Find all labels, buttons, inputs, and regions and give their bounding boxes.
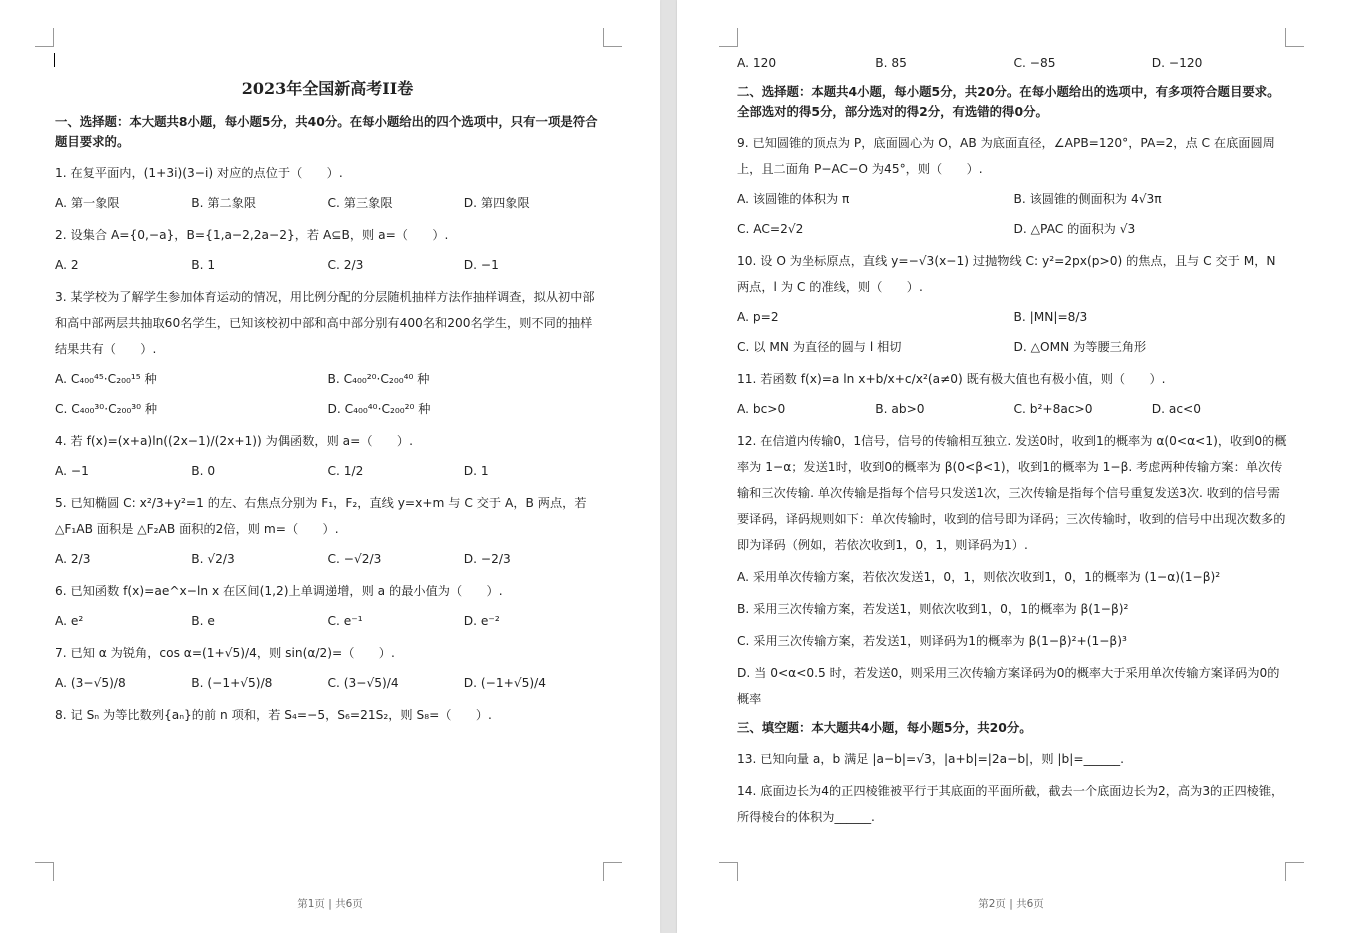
document-page-1 — [0, 0, 660, 933]
question-13: 13. 已知向量 a，b 满足 |a−b|=√3，|a+b|=|2a−b|，则 |b|=______. — [737, 752, 1125, 766]
option-c: C. 2/3 — [327, 257, 364, 272]
option-c: C. C₄₀₀³⁰·C₂₀₀³⁰ 种 — [55, 401, 158, 416]
page-footer — [677, 896, 1345, 911]
page-1-body[interactable] — [55, 52, 600, 734]
question-12-option-a: A. 采用单次传输方案，若依次发送1，0，1，则依次收到1，0，1的概率为 (1−α)(1−β)² — [737, 570, 1221, 584]
exam-title: 2023年全国新高考II卷 — [241, 79, 414, 98]
option-a: A. 2 — [55, 257, 79, 272]
option-b: B. 该圆锥的侧面积为 4√3π — [1013, 192, 1162, 206]
page-footer — [0, 896, 660, 911]
question-6: 6. 已知函数 f(x)=ae^x−ln x 在区间(1,2)上单调递增，则 a 的最小值为（ ）. — [55, 583, 503, 598]
option-b: B. 1 — [191, 257, 216, 272]
option-a: A. (3−√5)/8 — [55, 675, 126, 690]
page-corner-mark — [719, 862, 738, 881]
question-3: 3. 某学校为了解学生参加体育运动的情况，用比例分配的分层随机抽样方法作抽样调查，拟从初中部和高中部两层共抽取60名学生，已知该校初中部和高中部分别有400名和200名学生，则不同的抽样结果共有（ ）. — [55, 289, 595, 356]
option-a: A. 该圆锥的体积为 π — [737, 192, 850, 206]
option-b: B. (−1+√5)/8 — [191, 675, 273, 690]
option-d: D. 1 — [463, 463, 489, 478]
option-d: D. −2/3 — [463, 551, 511, 566]
option-c: C. 以 MN 为直径的圆与 l 相切 — [737, 340, 902, 354]
option-a: A. 120 — [737, 56, 777, 70]
option-a: A. p=2 — [737, 310, 779, 324]
option-c: C. b²+8ac>0 — [1013, 402, 1093, 416]
option-a: A. −1 — [55, 463, 89, 478]
option-d: D. △PAC 的面积为 √3 — [1013, 222, 1136, 236]
option-c: C. −√2/3 — [327, 551, 382, 566]
question-12-option-c: C. 采用三次传输方案，若发送1，则译码为1的概率为 β(1−β)²+(1−β)³ — [737, 634, 1127, 648]
option-c: C. −85 — [1013, 56, 1056, 70]
question-3-options-ab — [55, 368, 600, 390]
question-10-options-ab — [737, 306, 1290, 328]
option-d: D. (−1+√5)/4 — [463, 675, 546, 690]
option-a: A. 2/3 — [55, 551, 91, 566]
option-a: A. C₄₀₀⁴⁵·C₂₀₀¹⁵ 种 — [55, 371, 157, 386]
option-d: D. e⁻² — [463, 613, 500, 628]
page-corner-mark — [1285, 28, 1304, 47]
option-b: B. 第二象限 — [191, 195, 257, 210]
option-b: B. 0 — [191, 463, 216, 478]
option-d: D. ac<0 — [1151, 402, 1202, 416]
question-10-options-cd — [737, 336, 1290, 358]
question-12-option-b: B. 采用三次传输方案，若发送1，则依次收到1，0，1的概率为 β(1−β)² — [737, 602, 1129, 616]
option-d: D. 第四象限 — [463, 195, 530, 210]
option-b: B. ab>0 — [875, 402, 925, 416]
page-number: 第1页 | 共6页 — [297, 898, 363, 910]
page-corner-mark — [1285, 862, 1304, 881]
question-5-options — [55, 548, 600, 570]
question-5: 5. 已知椭圆 C: x²/3+y²=1 的左、右焦点分别为 F₁，F₂，直线 y=x+m 与 C 交于 A，B 两点，若 △F₁AB 面积是 △F₂AB 面积的2倍，则 m=（ ）. — [55, 495, 587, 536]
document-page-2 — [677, 0, 1345, 933]
question-2: 2. 设集合 A={0,−a}，B={1,a−2,2a−2}，若 A⊆B，则 a=（ ）. — [55, 227, 449, 242]
question-9-options-ab — [737, 188, 1290, 210]
option-b: B. 85 — [875, 56, 907, 70]
option-c: C. 1/2 — [327, 463, 364, 478]
question-2-options — [55, 254, 600, 276]
option-c: C. 第三象限 — [327, 195, 393, 210]
page-gap — [661, 0, 677, 933]
question-11-options — [737, 398, 1290, 420]
question-11: 11. 若函数 f(x)=a ln x+b/x+c/x²(a≠0) 既有极大值也有极小值，则（ ）. — [737, 372, 1166, 386]
section-heading-1: 一、选择题：本大题共8小题，每小题5分，共40分。在每小题给出的四个选项中，只有一项是符合题目要求的。 — [55, 113, 598, 149]
option-c: C. AC=2√2 — [737, 222, 804, 236]
question-3-options-cd — [55, 398, 600, 420]
page-corner-mark — [603, 862, 622, 881]
option-c: C. e⁻¹ — [327, 613, 363, 628]
option-d: D. −1 — [463, 257, 499, 272]
page-corner-mark — [35, 862, 54, 881]
option-b: B. C₄₀₀²⁰·C₂₀₀⁴⁰ 种 — [327, 371, 430, 386]
question-12-option-d: D. 当 0<α<0.5 时，若发送0，则采用三次传输方案译码为0的概率大于采用单次传输方案译码为0的概率 — [737, 666, 1280, 706]
page-number: 第2页 | 共6页 — [978, 898, 1044, 910]
option-d: D. C₄₀₀⁴⁰·C₂₀₀²⁰ 种 — [327, 401, 431, 416]
option-b: B. |MN|=8/3 — [1013, 310, 1088, 324]
question-6-options — [55, 610, 600, 632]
question-14: 14. 底面边长为4的正四棱锥被平行于其底面的平面所截，截去一个底面边长为2，高为3的正四棱锥，所得棱台的体积为______. — [737, 784, 1284, 824]
question-1-options — [55, 192, 600, 214]
option-b: B. e — [191, 613, 215, 628]
question-8-options — [737, 52, 1290, 74]
section-heading-3: 三、填空题：本大题共4小题，每小题5分，共20分。 — [737, 720, 1032, 735]
section-heading-2: 二、选择题：本题共4小题，每小题5分，共20分。在每小题给出的选项中，有多项符合题目要求。全部选对的得5分，部分选对的得2分，有选错的得0分。 — [737, 84, 1280, 119]
question-7-options — [55, 672, 600, 694]
question-12: 12. 在信道内传输0，1信号，信号的传输相互独立. 发送0时，收到1的概率为 α(0<α<1)，收到0的概率为 1−α；发送1时，收到0的概率为 β(0<β<1)，收到1的概率为 1−β. 考虑两种传输方案：单次传输和三次传输. 单次传输是指每个信号只发送1次，三次传输是指每个信号重复发送3次. 收到的信号需要译码，译码规则如下：单次传输时，收到的信号即为译码；三次传输时，收到的信号中出现次数多的即为译码（例如，若依次收到1，0，1，则译码为1）. — [737, 434, 1287, 552]
question-4-options — [55, 460, 600, 482]
page-corner-mark — [603, 28, 622, 47]
option-c: C. (3−√5)/4 — [327, 675, 399, 690]
question-9-options-cd — [737, 218, 1290, 240]
option-a: A. 第一象限 — [55, 195, 120, 210]
page-corner-mark — [35, 28, 54, 47]
question-4: 4. 若 f(x)=(x+a)ln((2x−1)/(2x+1)) 为偶函数，则 a=（ ）. — [55, 433, 413, 448]
question-7: 7. 已知 α 为锐角，cos α=(1+√5)/4，则 sin(α/2)=（ ）. — [55, 645, 395, 660]
option-a: A. bc>0 — [737, 402, 786, 416]
option-d: D. △OMN 为等腰三角形 — [1013, 340, 1147, 354]
option-d: D. −120 — [1151, 56, 1203, 70]
page-corner-mark — [719, 28, 738, 47]
question-8: 8. 记 Sₙ 为等比数列{aₙ}的前 n 项和，若 S₄=−5，S₆=21S₂，则 S₈=（ ）. — [55, 707, 492, 722]
option-a: A. e² — [55, 613, 84, 628]
question-9: 9. 已知圆锥的顶点为 P，底面圆心为 O，AB 为底面直径，∠APB=120°，PA=2，点 C 在底面圆周上，且二面角 P−AC−O 为45°，则（ ）. — [737, 136, 1275, 176]
question-1: 1. 在复平面内，(1+3i)(3−i) 对应的点位于（ ）. — [55, 165, 343, 180]
question-10: 10. 设 O 为坐标原点，直线 y=−√3(x−1) 过抛物线 C: y²=2px(p>0) 的焦点，且与 C 交于 M，N 两点，l 为 C 的准线，则（ ）. — [737, 254, 1276, 294]
page-2-body[interactable] — [737, 52, 1290, 836]
option-b: B. √2/3 — [191, 551, 235, 566]
